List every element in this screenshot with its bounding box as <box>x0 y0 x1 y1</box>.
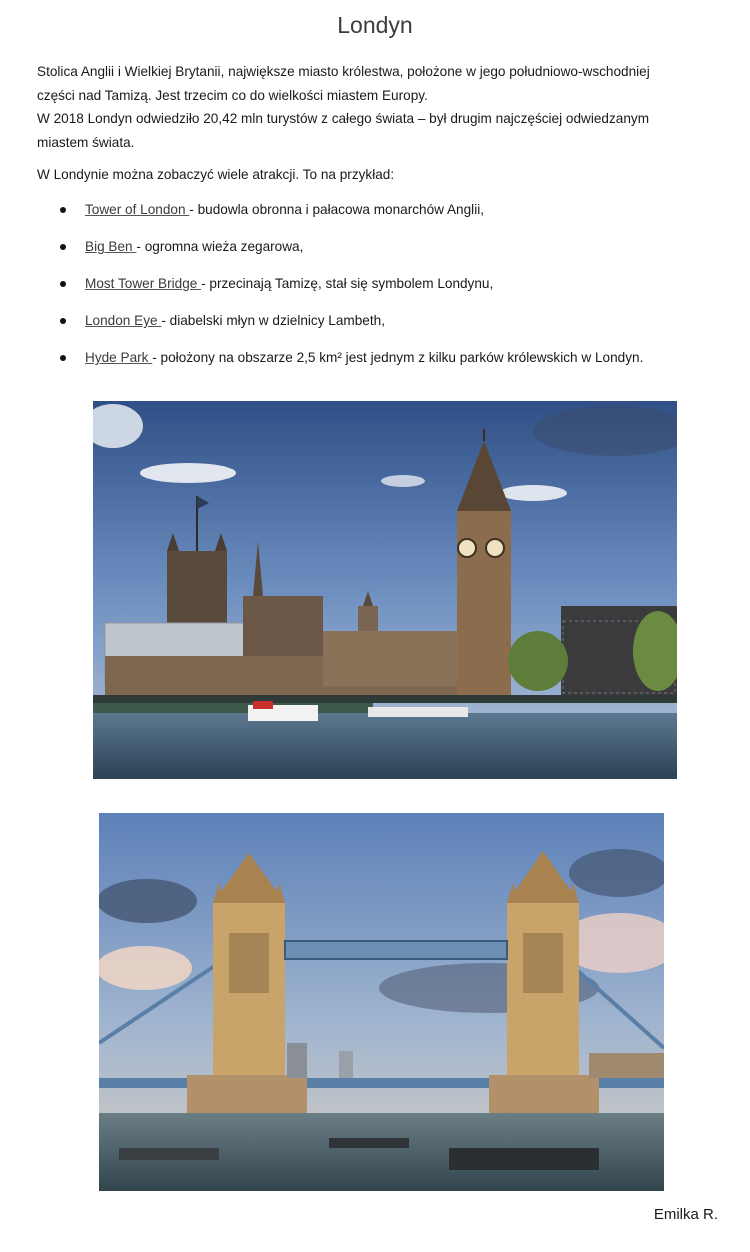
intro-paragraph <box>37 60 717 154</box>
attraction-description: - położony na obszarze 2,5 km² jest jednym z kilku parków królewskich w Londyn. <box>152 350 644 365</box>
bullet-icon <box>60 281 66 287</box>
bullet-icon <box>60 207 66 213</box>
attractions-intro: W Londynie można zobaczyć wiele atrakcji. To na przykład: <box>37 167 395 182</box>
link-tower-bridge[interactable]: Most Tower Bridge <box>85 276 202 291</box>
attraction-description: - ogromna wieża zegarowa, <box>136 239 304 254</box>
list-item <box>58 272 738 309</box>
attraction-description: - przecinają Tamizę, stał się symbolem Londynu, <box>201 276 494 291</box>
link-hyde-park[interactable]: Hyde Park <box>85 350 153 365</box>
list-item <box>58 198 738 235</box>
attraction-description: - budowla obronna i pałacowa monarchów Anglii, <box>189 202 485 217</box>
link-tower-of-london[interactable]: Tower of London <box>85 202 190 217</box>
westminster-photo <box>93 401 677 779</box>
bullet-icon <box>60 318 66 324</box>
link-london-eye[interactable]: London Eye <box>85 313 162 328</box>
paragraph-line: części nad Tamizą. Jest trzecim co do wielkości miastem Europy. <box>37 87 428 103</box>
attraction-description: - diabelski młyn w dzielnicy Lambeth, <box>161 313 385 328</box>
paragraph-line: Stolica Anglii i Wielkiej Brytanii, największe miasto królestwa, położone w jego południowo-wschodniej <box>37 64 650 79</box>
tower-bridge-photo <box>99 813 664 1191</box>
bullet-icon <box>60 244 66 250</box>
author-signature: Emilka R. <box>653 1206 718 1223</box>
list-item <box>58 346 738 383</box>
attractions-list <box>58 198 738 383</box>
bullet-icon <box>60 355 66 361</box>
list-item <box>58 309 738 346</box>
paragraph-line: W 2018 Londyn odwiedziło 20,42 mln turystów z całego świata – był drugim najczęściej odwiedzanym <box>37 111 650 126</box>
link-big-ben[interactable]: Big Ben <box>85 239 137 254</box>
list-item <box>58 235 738 272</box>
page-title: Londyn <box>337 12 413 38</box>
paragraph-line: miastem świata. <box>37 134 135 150</box>
